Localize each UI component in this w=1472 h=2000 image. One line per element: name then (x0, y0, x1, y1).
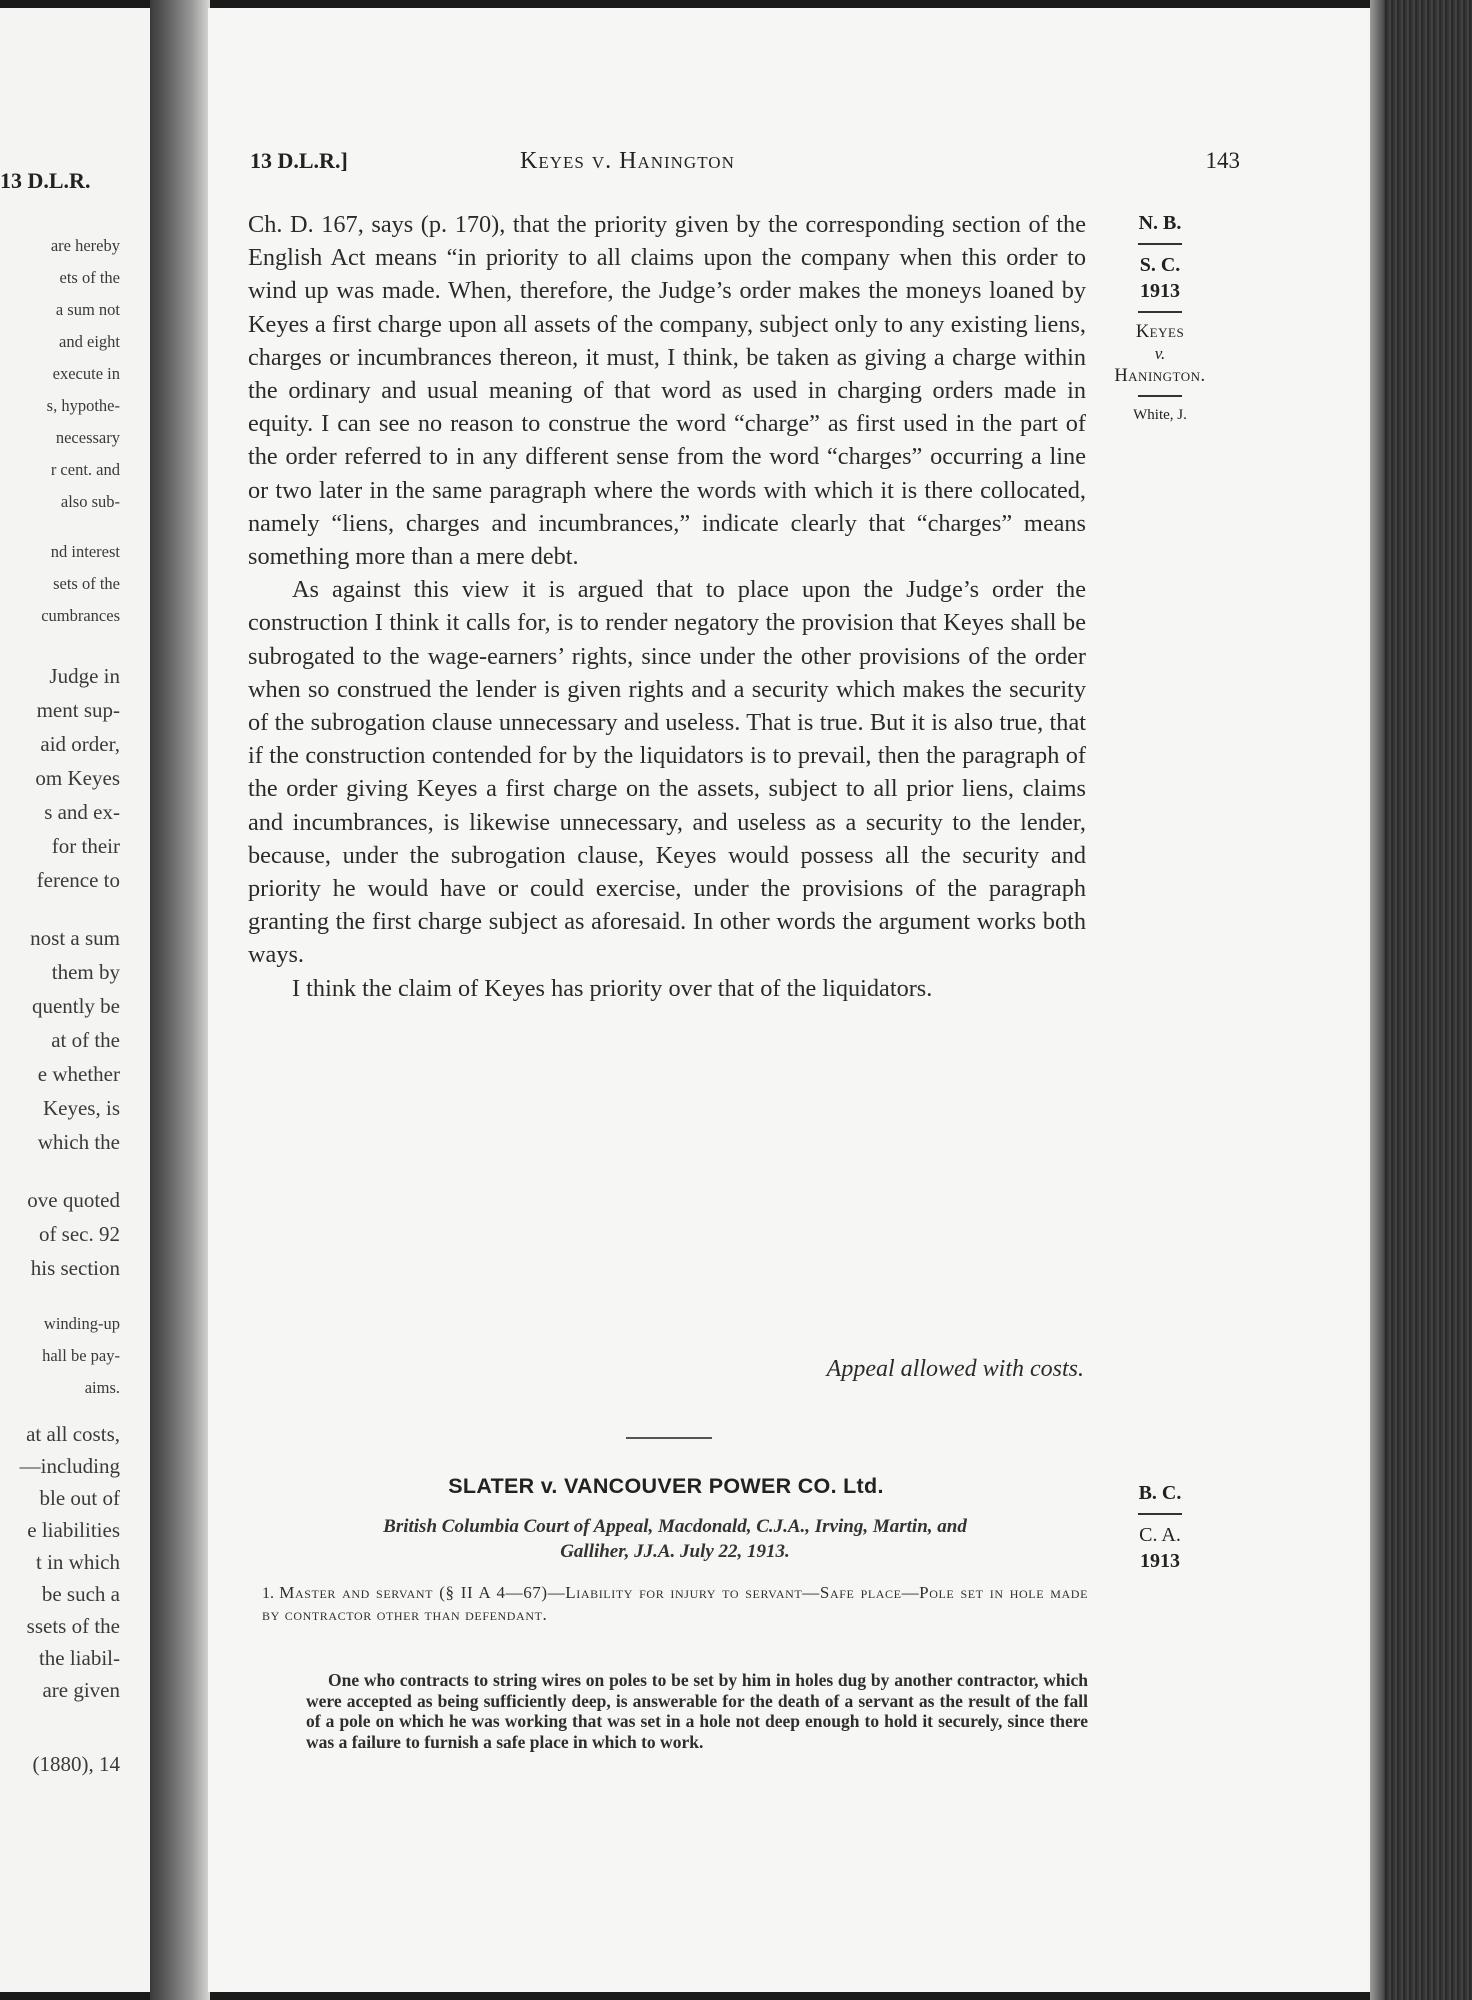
left-page-line: at all costs, (26, 1422, 120, 1446)
left-page-line: r cent. and (50, 460, 120, 479)
left-page-line: which the (37, 1130, 120, 1154)
left-page-line: his section (30, 1256, 120, 1280)
left-page-line: be such a (41, 1582, 120, 1606)
left-page-line: om Keyes (35, 766, 120, 790)
margin-judge: White, J. (1133, 407, 1187, 423)
page-number: 143 (1205, 148, 1240, 173)
left-page-line: hall be pay- (42, 1346, 120, 1365)
left-page-line: winding-up (43, 1314, 120, 1333)
left-page-line: nost a sum (30, 926, 120, 950)
running-header (250, 148, 1240, 178)
margin-rule (1138, 1513, 1182, 1515)
left-page-header: 13 D.L.R. (0, 168, 91, 193)
margin-court: S. C. (1139, 254, 1181, 276)
margin-rule (1138, 395, 1182, 397)
left-page-line: s, hypothe- (46, 396, 120, 415)
left-page-line: for their (51, 834, 120, 858)
court-line-2: Galliher, JJ.A. July 22, 1913. (560, 1541, 790, 1562)
left-page-line: —including (19, 1454, 120, 1478)
left-page-line: ove quoted (27, 1188, 120, 1212)
margin-note-bottom (1100, 1480, 1220, 1574)
margin-versus: v. (1154, 344, 1166, 363)
margin-province: N. B. (1138, 212, 1182, 234)
left-page-line: the liabil- (38, 1646, 120, 1670)
left-page-line: necessary (55, 428, 120, 447)
left-page-line: them by (51, 960, 120, 984)
left-page-line: e liabilities (27, 1518, 120, 1542)
judgment-text (248, 208, 1086, 1005)
left-page-line: at of the (51, 1028, 120, 1052)
headnote-topic-text: Master and servant (§ II A 4—67)—Liability for injury to servant—Safe place—Pole set in hole made by contractor other than defendant. (262, 1583, 1088, 1624)
left-page-line: quently be (31, 994, 120, 1018)
left-page-line: are given (42, 1678, 120, 1702)
case-name-header: Keyes v. Hanington (520, 148, 735, 174)
left-page-line: aims. (84, 1378, 120, 1397)
headnote-topic (262, 1582, 1088, 1626)
left-page-line: nd interest (50, 542, 120, 561)
paragraph: As against this view it is argued that to place upon the Judge’s order the construction I think it calls for, is to render negatory the provision that Keyes shall be subrogated to the wage-earners’ rights, since under the other provisions of the order when so construed the lender is given rights and a security which makes the security of the subrogation clause unnecessary and useless. That is true. But it is also true, that if the construction contended for by the liquidators is to prevail, then the paragraph of the order giving Keyes a first charge on the assets, subject to all prior liens, claims and incumbrances, is likewise unnecessary, and useless as a security to the lender, because, under the subrogation clause, Keyes would possess all the security and priority he would have or could exercise, under the provisions of the paragraph granting the first charge subject as aforesaid. In other words the argument works both ways. (248, 576, 1086, 969)
margin-note-top (1100, 210, 1220, 426)
left-page-line: also sub- (60, 492, 120, 511)
left-page-line: ment sup- (36, 698, 120, 722)
headnote-body: One who contracts to string wires on poles to be set by him in holes dug by another contractor, which were accepted as being sufficiently deep, is answerable for the death of a servant as the result of the fall of a pole on which he was working that was set in a hole not deep enough to hold it securely, since there was a failure to furnish a safe place in which to work. (306, 1670, 1088, 1752)
left-page-line: a sum not (55, 300, 120, 319)
left-page-line: ble out of (39, 1486, 120, 1510)
paragraph: Ch. D. 167, says (p. 170), that the priority given by the corresponding section of the English Act means “in priority to all claims upon the company when this order to wind up was made. When, therefore, the Judge’s order makes the moneys loaned by Keyes a first charge upon all assets of the company, subject only to any existing liens, charges or incumbrances thereon, it must, I think, be taken as giving a charge within the ordinary and usual meaning of that word as used in charging orders made in equity. I can see no reason to construe the word “charge” as first used in the part of the order referred to in any different sense from the word “charges” occurring a line or two later in the same paragraph where the words with which it is there collocated, namely “liens, charges and incumbrances,” indicate clearly that “charges” means something more than a mere debt. (248, 211, 1086, 571)
disposition: Appeal allowed with costs. (826, 1356, 1084, 1382)
book-gutter (150, 0, 210, 2000)
book-page-edges (1370, 0, 1472, 2000)
margin-year: 1913 (1140, 1550, 1180, 1572)
left-page-line: sets of the (53, 574, 120, 593)
court-line-1: British Columbia Court of Appeal, Macdonald, C.J.A., Irving, Martin, and (383, 1516, 967, 1537)
left-page-line: s and ex- (44, 800, 120, 824)
margin-rule (1138, 311, 1182, 313)
left-page-line: Keyes, is (43, 1096, 120, 1120)
left-page-line: (1880), 14 (32, 1752, 120, 1776)
margin-province: B. C. (1138, 1482, 1182, 1504)
left-page-line: are hereby (50, 236, 120, 255)
left-page-line: and eight (59, 332, 120, 351)
paragraph: I think the claim of Keyes has priority over that of the liquidators. (292, 974, 933, 1002)
margin-party-2: Hanington. (1114, 366, 1206, 386)
left-page-fragment (0, 8, 150, 1992)
left-page-line: Judge in (49, 664, 120, 688)
margin-court: C. A. (1139, 1524, 1181, 1546)
left-page-line: ssets of the (26, 1614, 120, 1638)
left-page-line: cumbrances (41, 606, 120, 625)
margin-rule (1138, 243, 1182, 245)
margin-year: 1913 (1140, 280, 1180, 302)
left-page-line: of sec. 92 (38, 1222, 120, 1246)
left-page-line: t in which (36, 1550, 120, 1574)
case-title: SLATER v. VANCOUVER POWER CO. Ltd. (448, 1474, 884, 1498)
left-page-line: e whether (37, 1062, 120, 1086)
left-page-line: execute in (52, 364, 120, 383)
left-page-line: aid order, (40, 732, 120, 756)
section-divider (626, 1437, 712, 1439)
court-line (262, 1514, 1088, 1564)
left-page-line: ets of the (59, 268, 120, 287)
left-page-line: ference to (36, 868, 120, 892)
margin-party-1: Keyes (1135, 322, 1185, 342)
headnote-number: 1. (262, 1585, 274, 1602)
volume-reference: 13 D.L.R.] (250, 148, 348, 173)
